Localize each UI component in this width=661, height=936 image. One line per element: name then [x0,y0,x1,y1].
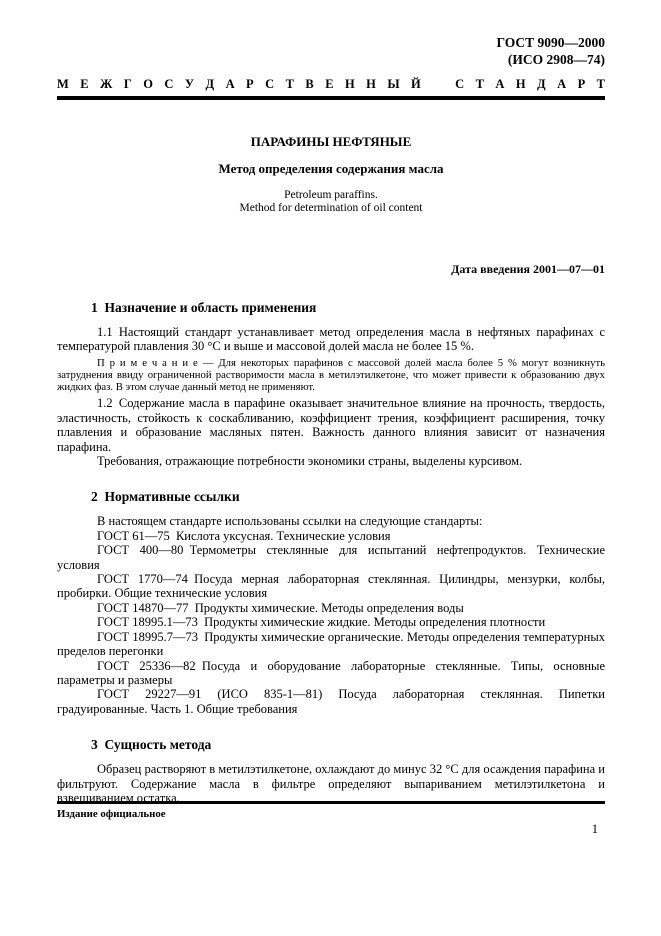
paragraph-1-1: 1.1 Настоящий стандарт устанавливает метод определения масла в нефтяных парафинах с температурой плавления 30 °С и выше и массовой долей масла не более 15 %. [57,325,605,354]
section-2-intro: В настоящем стандарте использованы ссылки на следующие стандарты: [97,514,483,529]
reference-item: ГОСТ 400—80 Термометры стеклянные для испытаний нефтепродуктов. Технические условия [57,543,605,572]
page-number: 1 [591,822,598,836]
document-title-en-line1: Petroleum paraffins. [284,189,378,201]
document-subtitle-ru: Метод определения содержания масла [218,161,444,176]
standard-number-line1: ГОСТ 9090—2000 [496,35,605,50]
reference-item: ГОСТ 18995.1—73 Продукты химические жидкие. Методы определения плотности [97,615,546,630]
interstate-standard-banner-wrap [57,77,605,100]
reference-item: ГОСТ 14870—77 Продукты химические. Методы определения воды [97,600,464,615]
reference-item: ГОСТ 25336—82 Посуда и оборудование лабораторные стеклянные. Типы, основные параметры и размеры [57,658,605,687]
document-title-en [57,189,605,215]
standard-number-block [57,34,605,68]
document-title-en-line2: Method for determination of oil content [239,202,423,214]
official-edition-note: Издание официальное [57,808,166,820]
reference-item: ГОСТ 61—75 Кислота уксусная. Технические условия [97,528,391,543]
note-text: Для некоторых парафинов с массовой долей масла более 5 % могут возникнуть затруднения ввиду ограниченной растворимости масла в метилэтилкетоне, что может привести к образованию двух жидких фаз. В этом случае данный метод не применяют. [57,356,605,394]
reference-item: ГОСТ 18995.7—73 Продукты химические органические. Методы определения температурных пределов перегонки [57,629,605,659]
footer-rule [57,801,605,821]
note-paragraph [57,357,605,394]
effective-date: Дата введения 2001—07—01 [451,262,605,276]
section-2-heading: 2 Нормативные ссылки [91,489,240,505]
section-3-heading: 3 Сущность метода [91,737,212,753]
paragraph-1-2: 1.2 Содержание масла в парафине оказывает значительное влияние на прочность, твердость, эластичность, стойкость к соскабливанию, коэффициент трения, коэффициент расширения, точку плавления и образование масляных пятен. Важность данного влияния зависит от назначения парафина. [57,396,605,454]
paragraph-requirements: Требования, отражающие потребности экономики страны, выделены курсивом. [97,454,523,469]
note-label: П р и м е ч а н и е — [97,356,219,369]
reference-item: ГОСТ 1770—74 Посуда мерная лабораторная стеклянная. Цилиндры, мензурки, колбы, пробирки. Общие технические условия [57,572,605,601]
section-1-heading: 1 Назначение и область применения [91,300,317,315]
interstate-standard-banner: М Е Ж Г О С У Д А Р С Т В Е Н Н Ы Й С Т А Н Д А Р Т [57,77,605,91]
document-title-ru: ПАРАФИНЫ НЕФТЯНЫЕ [250,134,412,149]
reference-item: ГОСТ 29227—91 (ИСО 835-1—81) Посуда лабораторная стеклянная. Пипетки градуированные. Часть 1. Общие требования [57,687,605,716]
standard-number-line2: (ИСО 2908—74) [507,52,605,67]
paragraph-3-1: Образец растворяют в метилэтилкетоне, охлаждают до минус 32 °С для осаждения парафина и фильтруют. Содержание масла в фильтре определяют выпариванием метилэтилкетона и взвешиванием остатка. [57,762,605,805]
